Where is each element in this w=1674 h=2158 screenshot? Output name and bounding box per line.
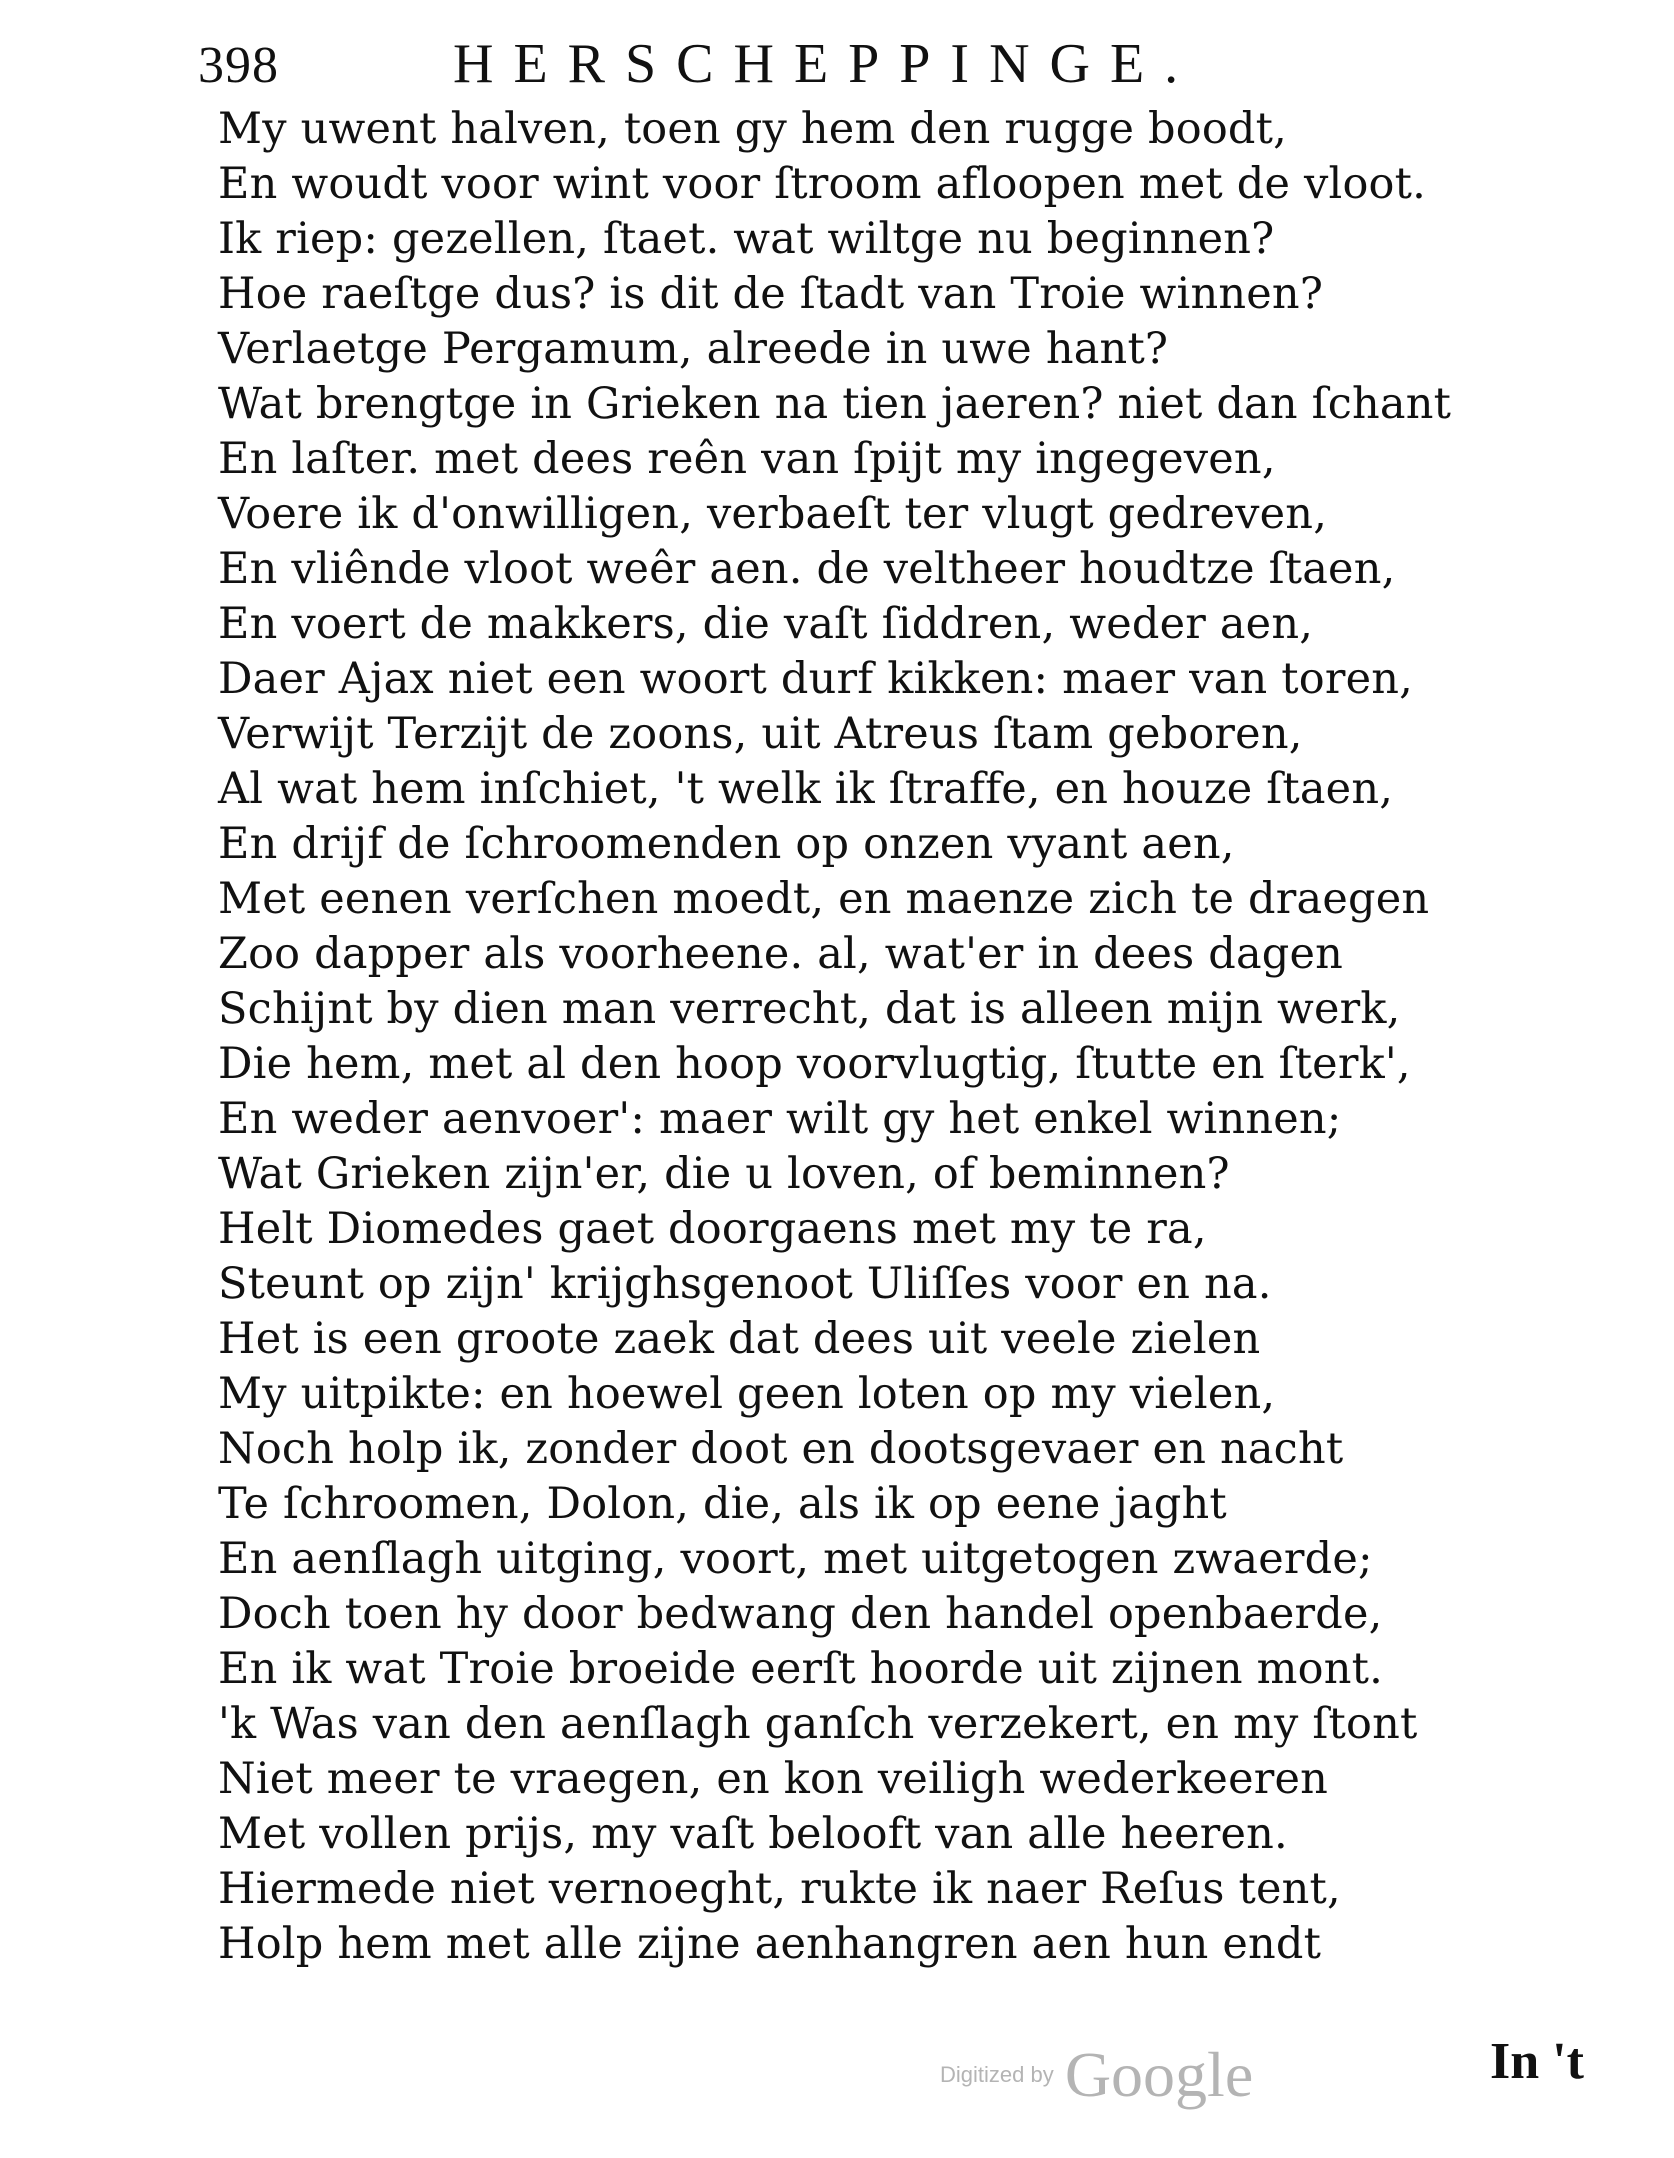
page-header <box>198 28 1398 108</box>
verse-line: Holp hem met alle zijne aenhangren aen hun endt <box>218 1919 1322 1969</box>
verse-line: My uitpikte: en hoewel geen loten op my vielen, <box>218 1369 1276 1419</box>
verse-line: Noch holp ik, zonder doot en dootsgevaer en nacht <box>218 1424 1344 1474</box>
verse-line: Met vollen prijs, my vaſt belooft van alle heeren. <box>218 1809 1288 1859</box>
verse-line: Te ſchroomen, Dolon, die, als ik op eene jaght <box>218 1479 1227 1529</box>
verse-line: En drijf de ſchroomenden op onzen vyant aen, <box>218 819 1235 869</box>
watermark-prefix: Digitized by <box>940 2062 1054 2087</box>
verse-line: Steunt op zijn' krijghsgenoot Uliſſes voor en na. <box>218 1259 1272 1309</box>
verse-line: Wat brengtge in Grieken na tien jaeren? niet dan ſchant <box>218 379 1452 429</box>
verse-line: En aenſlagh uitging, voort, met uitgetogen zwaerde; <box>218 1534 1373 1584</box>
verse-line: Helt Diomedes gaet doorgaens met my te ra, <box>218 1204 1207 1254</box>
verse-line: Zoo dapper als voorheene. al, wat'er in dees dagen <box>218 929 1344 979</box>
verse-line: Verlaetge Pergamum, alreede in uwe hant? <box>218 324 1169 374</box>
verse-line: Niet meer te vraegen, en kon veiligh wederkeeren <box>218 1754 1329 1804</box>
verse-line: Wat Grieken zijn'er, die u loven, of beminnen? <box>218 1149 1230 1199</box>
running-title: HERSCHEPPINGE. <box>453 33 1199 95</box>
verse-line: My uwent halven, toen gy hem den rugge boodt, <box>218 104 1288 154</box>
verse-line: Die hem, met al den hoop voorvlugtig, ſtutte en ſterk', <box>218 1039 1411 1089</box>
verse-line: 'k Was van den aenſlagh ganſch verzekert, en my ſtont <box>218 1699 1418 1749</box>
verse-line: En voert de makkers, die vaſt ſiddren, weder aen, <box>218 599 1314 649</box>
verse-line: Hoe raeſtge dus? is dit de ſtadt van Troie winnen? <box>218 269 1324 319</box>
verse-line: Met eenen verſchen moedt, en maenze zich te draegen <box>218 874 1430 924</box>
digitization-watermark <box>940 2038 1253 2112</box>
verse-line: Doch toen hy door bedwang den handel openbaerde, <box>218 1589 1383 1639</box>
verse-line: Voere ik d'onwilligen, verbaeſt ter vlugt gedreven, <box>218 489 1328 539</box>
verse-line: Het is een groote zaek dat dees uit veele zielen <box>218 1314 1261 1364</box>
verse-line: En weder aenvoer': maer wilt gy het enkel winnen; <box>218 1094 1342 1144</box>
catchword: In 't <box>1490 2033 1584 2090</box>
verse-line: En vliênde vloot weêr aen. de veltheer houdtze ſtaen, <box>218 544 1396 594</box>
verse-line: Ik riep: gezellen, ſtaet. wat wiltge nu beginnen? <box>218 214 1275 264</box>
verse-line: Verwijt Terzijt de zoons, uit Atreus ſtam geboren, <box>218 709 1303 759</box>
google-logo: Google <box>1064 2039 1254 2110</box>
verse-line: En ik wat Troie broeide eerſt hoorde uit zijnen mont. <box>218 1644 1383 1694</box>
verse-line: Daer Ajax niet een woort durf kikken: maer van toren, <box>218 654 1413 704</box>
page-number: 398 <box>198 37 279 94</box>
verse-text <box>218 102 1598 1972</box>
verse-line: En laſter. met dees reên van ſpijt my ingegeven, <box>218 434 1276 484</box>
verse-line: En woudt voor wint voor ſtroom afloopen met de vloot. <box>218 159 1426 209</box>
verse-line: Schijnt by dien man verrecht, dat is alleen mijn werk, <box>218 984 1401 1034</box>
verse-line: Hiermede niet vernoeght, rukte ik naer Reſus tent, <box>218 1864 1341 1914</box>
verse-line: Al wat hem inſchiet, 't welk ik ſtraffe, en houze ſtaen, <box>218 764 1394 814</box>
